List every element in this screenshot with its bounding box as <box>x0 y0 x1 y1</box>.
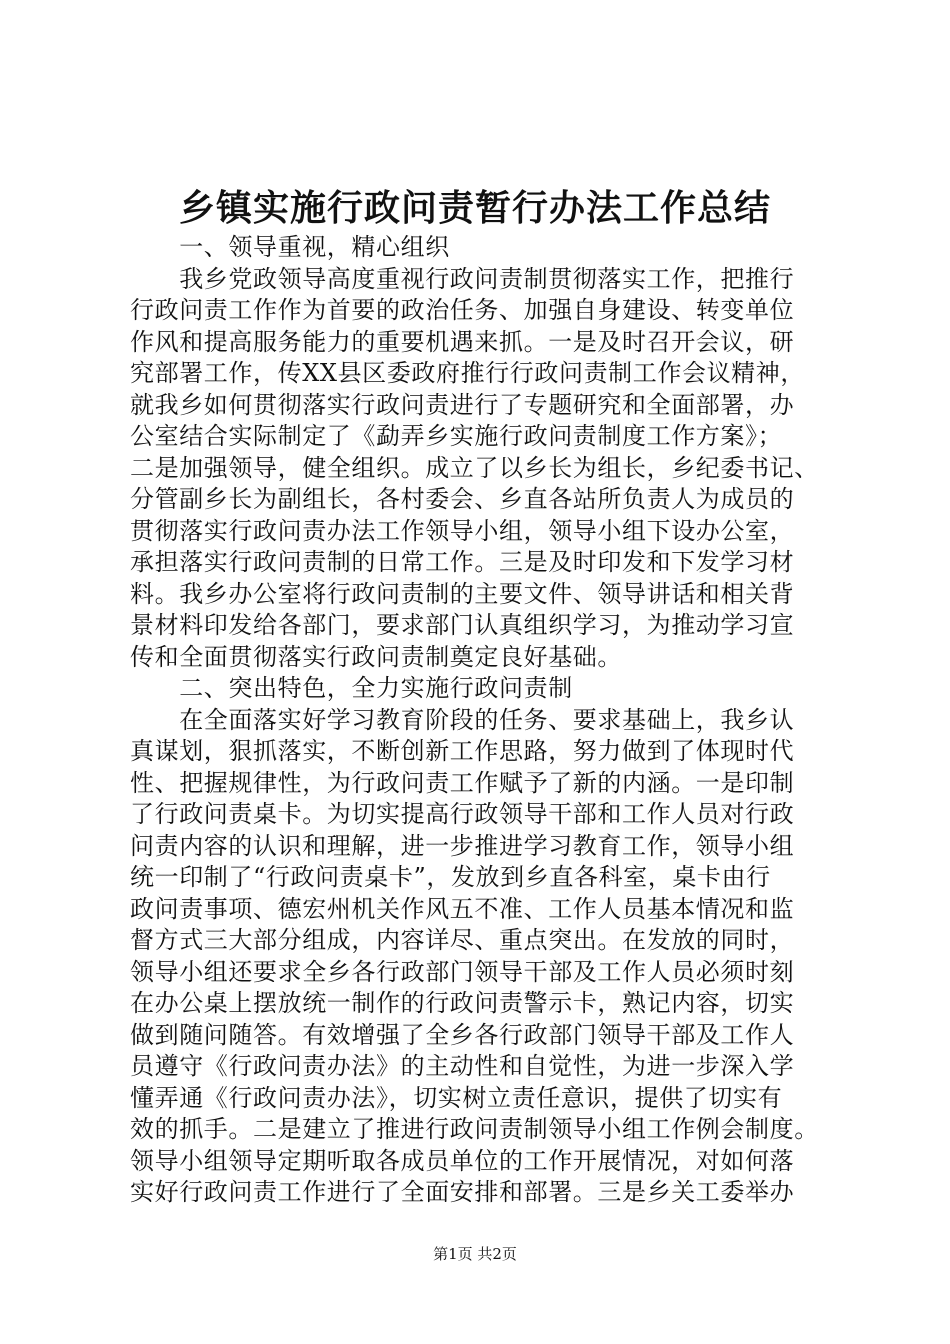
body-line: 我乡党政领导高度重视行政问责制贯彻落实工作，把推行 <box>130 264 795 293</box>
body-line: 一、领导重视，精心组织 <box>130 233 450 261</box>
body-line: 性、把握规律性，为行政问责工作赋予了新的内涵。一是印制 <box>130 768 795 797</box>
body-line: 行政问责工作作为首要的政治任务、加强自身建设、转变单位 <box>130 296 795 324</box>
body-line: 景材料印发给各部门，要求部门认真组织学习，为推动学习宣 <box>130 611 795 639</box>
body-line: 员遵守《行政问责办法》的主动性和自觉性，为进一步深入学 <box>130 1052 795 1080</box>
body-line: 分管副乡长为副组长，各村委会、乡直各站所负责人为成员的 <box>130 485 795 513</box>
body-line: 公室结合实际制定了《勐弄乡实施行政问责制度工作方案》； <box>130 422 783 450</box>
body-line: 领导小组还要求全乡各行政部门领导干部及工作人员必须时刻 <box>130 957 795 986</box>
body-line: 实好行政问责工作进行了全面安排和部署。三是乡关工委举办 <box>130 1178 795 1206</box>
page-footer: 第1页 共2页 <box>433 1245 517 1263</box>
body-line: 真谋划，狠抓落实，不断创新工作思路，努力做到了体现时代 <box>130 737 795 765</box>
body-line: 二、突出特色，全力实施行政问责制 <box>130 674 573 702</box>
body-line: 效的抓手。二是建立了推进行政问责制领导小组工作例会制度。 <box>130 1115 819 1143</box>
body-line: 在全面落实好学习教育阶段的任务、要求基础上，我乡认 <box>130 705 795 734</box>
body-line: 政问责事项、德宏州机关作风五不准、工作人员基本情况和监 <box>130 894 795 923</box>
body-line: 懂弄通《行政问责办法》，切实树立责任意识，提供了切实有 <box>130 1083 783 1112</box>
body-line: 作风和提高服务能力的重要机遇来抓。一是及时召开会议，研 <box>130 327 795 356</box>
body-line: 二是加强领导，健全组织。成立了以乡长为组长，乡纪委书记、 <box>130 453 819 482</box>
body-line: 领导小组领导定期听取各成员单位的工作开展情况，对如何落 <box>130 1146 795 1175</box>
body-line: 究部署工作，传XX县区委政府推行行政问责制工作会议精神， <box>130 359 805 387</box>
document-title: 乡镇实施行政问责暂行办法工作总结 <box>178 187 771 229</box>
body-line: 就我乡如何贯彻落实行政问责进行了专题研究和全面部署，办 <box>130 390 795 419</box>
body-line: 统一印制了“行政问责桌卡”，发放到乡直各科室，桌卡由行 <box>130 863 771 891</box>
body-line: 料。我乡办公室将行政问责制的主要文件、领导讲话和相关背 <box>130 579 795 608</box>
body-line: 贯彻落实行政问责办法工作领导小组，领导小组下设办公室， <box>130 516 795 545</box>
body-line: 承担落实行政问责制的日常工作。三是及时印发和下发学习材 <box>130 548 795 576</box>
body-line: 在办公桌上摆放统一制作的行政问责警示卡，熟记内容，切实 <box>130 989 795 1017</box>
body-line: 问责内容的认识和理解，进一步推进学习教育工作，领导小组 <box>130 831 795 860</box>
body-line: 传和全面贯彻落实行政问责制奠定良好基础。 <box>130 642 622 671</box>
body-line: 督方式三大部分组成，内容详尽、重点突出。在发放的同时， <box>130 926 795 954</box>
body-line: 做到随问随答。有效增强了全乡各行政部门领导干部及工作人 <box>130 1020 795 1049</box>
body-line: 了行政问责桌卡。为切实提高行政领导干部和工作人员对行政 <box>130 800 795 828</box>
document-body <box>130 232 835 1209</box>
